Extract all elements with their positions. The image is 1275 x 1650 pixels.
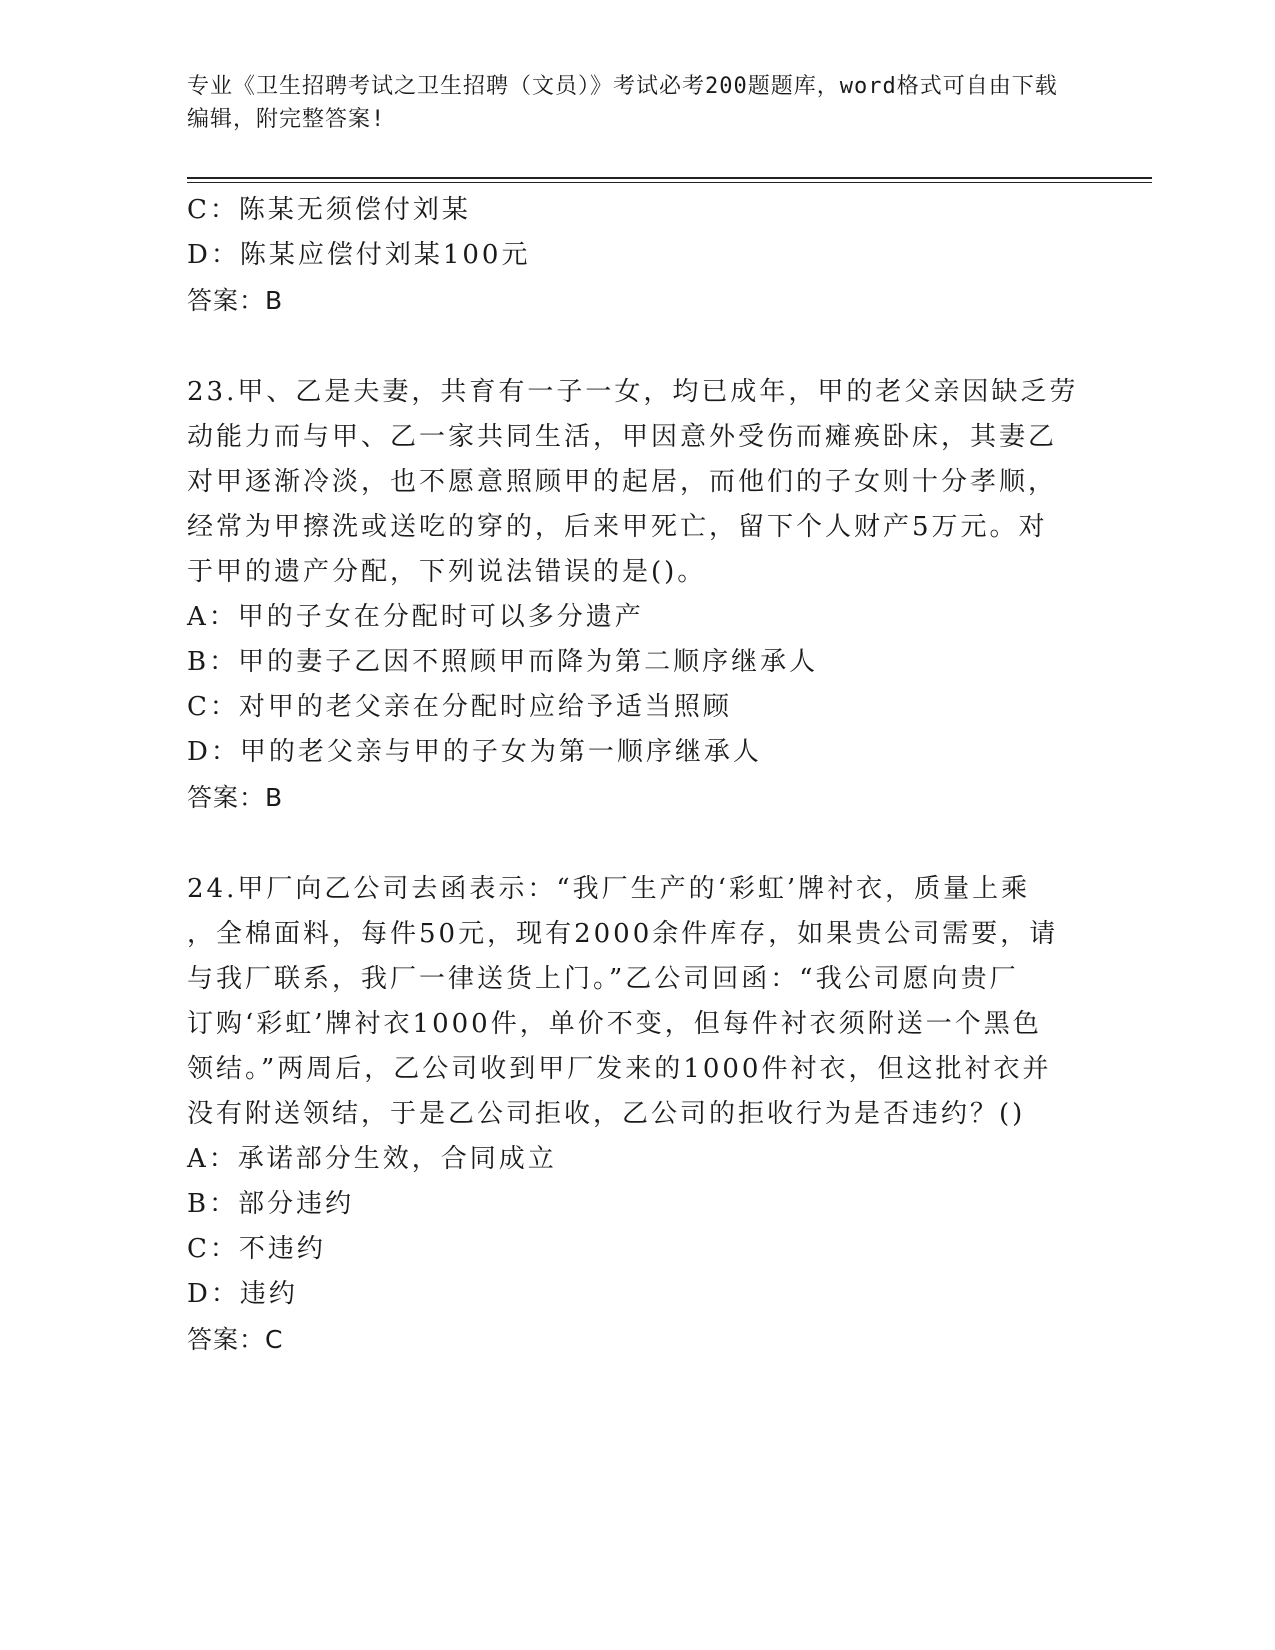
question-23	[187, 370, 1087, 820]
question-text-line: 于甲的遗产分配，下列说法错误的是()。	[187, 557, 707, 587]
option-d: D：陈某应偿付刘某100元	[187, 240, 531, 270]
spacer	[187, 820, 1087, 867]
question-text-line: 与我厂联系，我厂一律送货上门。”乙公司回函：“我公司愿向贵厂	[187, 964, 1019, 994]
question-text-line: 24.甲厂向乙公司去函表示：“我厂生产的‘彩虹’牌衬衣，质量上乘	[187, 874, 1031, 904]
question-text-line: 23.甲、乙是夫妻，共育有一子一女，均已成年，甲的老父亲因缺乏劳	[187, 377, 1079, 407]
question-text-line: 对甲逐渐冷淡，也不愿意照顾甲的起居，而他们的子女则十分孝顺，	[187, 467, 1058, 497]
option-d: D：违约	[187, 1279, 298, 1309]
question-text-line: 动能力而与甲、乙一家共同生活，甲因意外受伤而瘫痪卧床，其妻乙	[187, 422, 1058, 452]
question-text-line: 没有附送领结，于是乙公司拒收，乙公司的拒收行为是否违约？()	[187, 1099, 1026, 1129]
question-text-line: 领结。”两周后，乙公司收到甲厂发来的1000件衬衣，但这批衬衣并	[187, 1054, 1052, 1084]
header-divider-thin	[187, 182, 1152, 183]
option-a: A：承诺部分生效，合同成立	[187, 1144, 557, 1174]
question-text-line: 订购‘彩虹’牌衬衣1000件，单价不变，但每件衬衣须附送一个黑色	[187, 1009, 1042, 1039]
option-c: C：不违约	[187, 1234, 326, 1264]
question-text-line: 经常为甲擦洗或送吃的穿的，后来甲死亡，留下个人财产5万元。对	[187, 512, 1048, 542]
document-body	[187, 188, 1087, 1362]
option-c: C：对甲的老父亲在分配时应给予适当照顾	[187, 692, 732, 722]
spacer	[187, 323, 1087, 370]
document-header: 专业《卫生招聘考试之卫生招聘（文员）》考试必考200题题库，word格式可自由下载编辑，附完整答案!	[187, 74, 1058, 132]
question-text-line: ，全棉面料，每件50元，现有2000余件库存，如果贵公司需要，请	[187, 919, 1059, 949]
answer-line: 答案：B	[187, 286, 284, 315]
question-24	[187, 867, 1087, 1362]
option-a: A：甲的子女在分配时可以多分遗产	[187, 602, 644, 632]
option-c: C：陈某无须偿付刘某	[187, 195, 471, 225]
answer-line: 答案：B	[187, 783, 284, 812]
answer-line: 答案：C	[187, 1325, 284, 1354]
header-divider-thick	[187, 177, 1152, 179]
option-b: B：部分违约	[187, 1189, 355, 1219]
option-d: D：甲的老父亲与甲的子女为第一顺序继承人	[187, 737, 762, 767]
prev-question-tail	[187, 188, 1087, 323]
option-b: B：甲的妻子乙因不照顾甲而降为第二顺序继承人	[187, 647, 819, 677]
